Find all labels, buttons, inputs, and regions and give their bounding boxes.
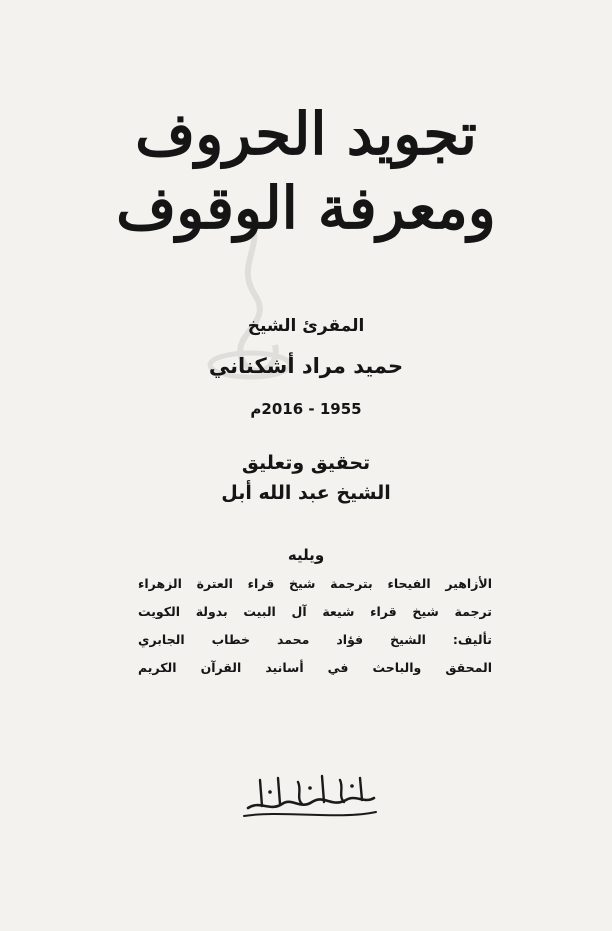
appendix-line: تأليف: الشيخ فؤاد محمد خطاب الجابري bbox=[138, 632, 492, 647]
appendix-line: الأزاهير الفيحاء بترجمة شيخ قراء العترة الزهراء bbox=[138, 576, 492, 591]
publisher-calligraphy-logo-icon bbox=[240, 770, 380, 822]
book-title-line-2: ومعرفة الوقوف bbox=[116, 174, 496, 242]
appendix-line: المحقق والباحث في أسانيد القرآن الكريم bbox=[138, 660, 492, 675]
author-dates: 1955 - 2016م bbox=[250, 400, 362, 418]
book-title-line-1: تجويد الحروف bbox=[135, 100, 477, 168]
appendix-line: ترجمة شيخ قراء شيعة آل البيت بدولة الكويت bbox=[138, 604, 492, 619]
appendix-label: ويليه bbox=[287, 546, 325, 564]
verification-label: تحقيق وتعليق bbox=[241, 452, 371, 474]
author-label: المقرئ الشيخ bbox=[247, 316, 365, 336]
verifier-name: الشيخ عبد الله أبل bbox=[221, 482, 391, 504]
author-name: حميد مراد أشكناني bbox=[208, 354, 404, 378]
